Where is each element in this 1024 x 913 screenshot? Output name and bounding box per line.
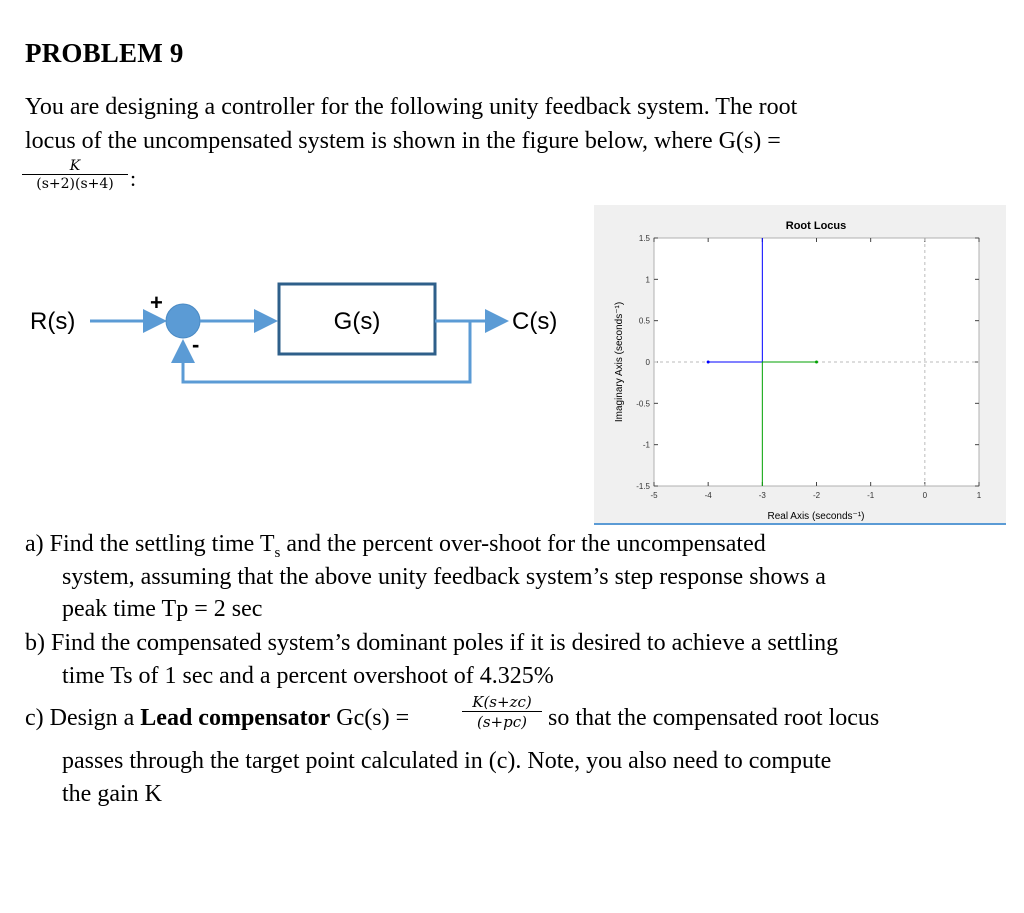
gc-numerator: K(s+zc) (472, 693, 532, 711)
output-label: C(s) (512, 308, 558, 335)
question-c-prefix: c) Design a (25, 705, 141, 731)
problem-title: PROBLEM 9 (25, 38, 184, 68)
y-tick-label: 0 (645, 358, 650, 367)
block-label: G(s) (333, 308, 381, 335)
question-b-line-2: time Ts of 1 sec and a percent overshoot of 4.325% (62, 663, 554, 689)
x-tick-label: 1 (976, 491, 982, 500)
question-b-line-1: b) Find the compensated system’s dominant poles if it is desired to achieve a settling (25, 630, 839, 656)
x-tick-label: -2 (812, 491, 821, 500)
gc-denominator: (s+pc) (462, 711, 542, 731)
y-tick-label: -0.5 (636, 399, 650, 409)
y-tick-label: 1 (645, 275, 650, 285)
question-c-tail: so that the compensated root locus (548, 705, 880, 731)
gs-colon: : (130, 166, 137, 191)
open-loop-pole-1 (707, 361, 710, 364)
y-tick-label: 1.5 (638, 234, 650, 243)
gs-denominator: (s+2)(s+4) (22, 174, 128, 192)
x-axis-label: Real Axis (seconds⁻¹) (767, 511, 865, 522)
y-tick-label: -1 (642, 440, 650, 450)
root-locus-chart (594, 205, 1006, 525)
intro-line-1: You are designing a controller for the following unity feedback system. The root (25, 94, 798, 120)
y-tick-label: -1.5 (636, 482, 650, 491)
y-tick-label: 0.5 (638, 316, 650, 326)
plus-sign: + (150, 290, 163, 315)
gc-fraction (462, 693, 542, 731)
minus-sign: - (192, 332, 200, 357)
question-c-bold: Lead compensator (140, 705, 331, 731)
y-axis-label: Imaginary Axis (seconds⁻¹) (614, 301, 625, 423)
x-tick-label: -1 (867, 491, 875, 500)
block-diagram (20, 270, 600, 400)
question-c-line-3: the gain K (62, 781, 162, 807)
intro-line-2: locus of the uncompensated system is shown in the figure below, where G(s) = (25, 128, 781, 154)
gs-fraction (22, 158, 128, 192)
open-loop-pole-2 (815, 361, 818, 364)
gs-numerator: K (69, 158, 81, 174)
chart-title: Root Locus (785, 220, 847, 232)
x-tick-label: 0 (922, 491, 928, 500)
question-a-text-1: a) Find the settling time T (25, 531, 275, 557)
x-tick-label: -5 (650, 491, 658, 500)
question-c-line-1 (25, 702, 409, 734)
question-a-text-1-rest: and the percent over-shoot for the uncompensated (280, 531, 766, 557)
question-a-line-2: system, assuming that the above unity feedback system’s step response shows a (62, 564, 826, 590)
input-label: R(s) (30, 308, 76, 335)
question-a-line-3: peak time Tp = 2 sec (62, 596, 263, 622)
x-tick-label: -3 (758, 491, 766, 500)
question-a-subscript: s (274, 544, 281, 561)
x-tick-label: -4 (704, 491, 712, 500)
question-c-line-2: passes through the target point calculated in (c). Note, you also need to compute (62, 748, 832, 774)
question-c-after-bold: Gc(s) = (330, 705, 410, 731)
